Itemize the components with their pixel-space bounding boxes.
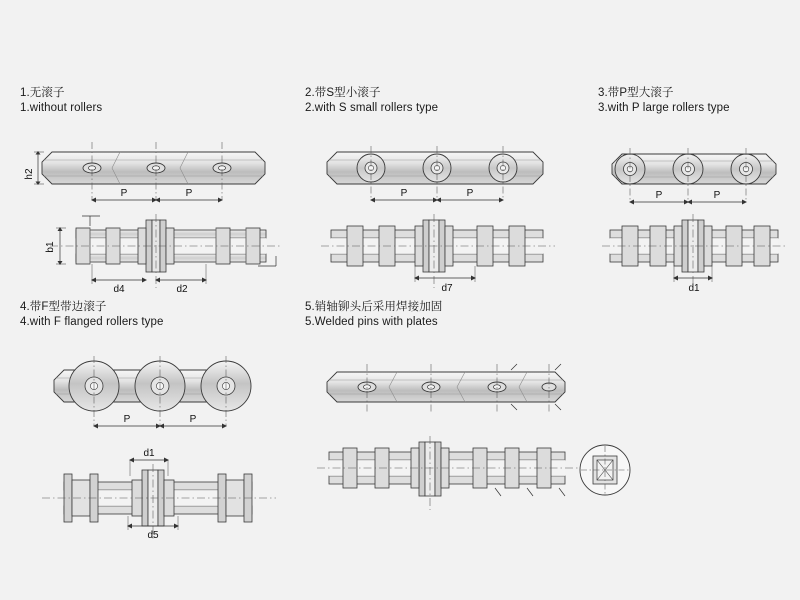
panel-3-title-cn: 3.带P型大滚子 <box>598 87 674 99</box>
label-d1-panel3: d1 <box>688 283 700 294</box>
label-p3-1: P <box>655 190 663 201</box>
dim-d4 <box>91 264 147 284</box>
panel-5-title-cn: 5.销轴铆头后采用焊接加固 <box>305 301 443 313</box>
label-b1: b1 <box>45 241 56 253</box>
panel-1-caption <box>20 86 290 116</box>
panel-4-caption <box>20 300 290 330</box>
panel-4-drawing <box>20 330 290 540</box>
label-p2-2: P <box>466 188 474 199</box>
panel-4 <box>20 300 290 540</box>
label-h2: h2 <box>24 168 35 180</box>
panel-3 <box>598 86 793 306</box>
panel-3-drawing <box>598 116 793 306</box>
panel-5-caption <box>305 300 645 330</box>
panel-5-plan-view <box>317 436 579 510</box>
panel-1-plan-view <box>50 214 282 288</box>
label-p4-2: P <box>189 414 197 425</box>
panel-1-title-cn: 1.无滚子 <box>20 87 65 99</box>
panel-5-title-en: 5.Welded pins with plates <box>305 316 438 328</box>
label-d2: d2 <box>176 284 188 295</box>
panel-1 <box>20 86 290 306</box>
label-p-1: P <box>120 188 128 199</box>
panel-1-side-view <box>42 142 265 200</box>
panel-2 <box>305 86 570 306</box>
label-p-2: P <box>185 188 193 199</box>
label-p3-2: P <box>713 190 721 201</box>
panel-2-title-cn: 2.带S型小滚子 <box>305 87 381 99</box>
panel-2-title-en: 2.with S small rollers type <box>305 102 439 114</box>
panel-4-side-view <box>54 356 251 426</box>
label-d1-panel4: d1 <box>143 448 155 459</box>
panel-3-side-view <box>612 148 776 202</box>
panel-4-title-en: 4.with F flanged rollers type <box>20 316 164 328</box>
panel-3-plan-view <box>602 214 788 288</box>
label-d5: d5 <box>147 530 159 540</box>
panel-5-side-view <box>327 364 565 412</box>
panel-1-drawing <box>20 116 290 306</box>
label-d4: d4 <box>113 284 125 295</box>
label-p2-1: P <box>400 188 408 199</box>
panel-3-title-en: 3.with P large rollers type <box>598 102 730 114</box>
panel-1-title-en: 1.without rollers <box>20 102 103 114</box>
panel-2-caption <box>305 86 570 116</box>
panel-4-title-cn: 4.带F型带边滚子 <box>20 301 107 313</box>
label-p4-1: P <box>123 414 131 425</box>
label-d7: d7 <box>441 283 453 294</box>
panel-2-drawing <box>305 116 570 306</box>
dim-t-top <box>82 216 100 226</box>
panel-5-drawing <box>305 330 645 530</box>
panel-3-caption <box>598 86 793 116</box>
panel-5-weld-detail <box>580 445 630 495</box>
panel-2-plan-view <box>321 214 555 288</box>
panel-2-side-view <box>327 146 543 200</box>
panel-4-plan-view <box>42 464 276 540</box>
panel-5 <box>305 300 645 530</box>
